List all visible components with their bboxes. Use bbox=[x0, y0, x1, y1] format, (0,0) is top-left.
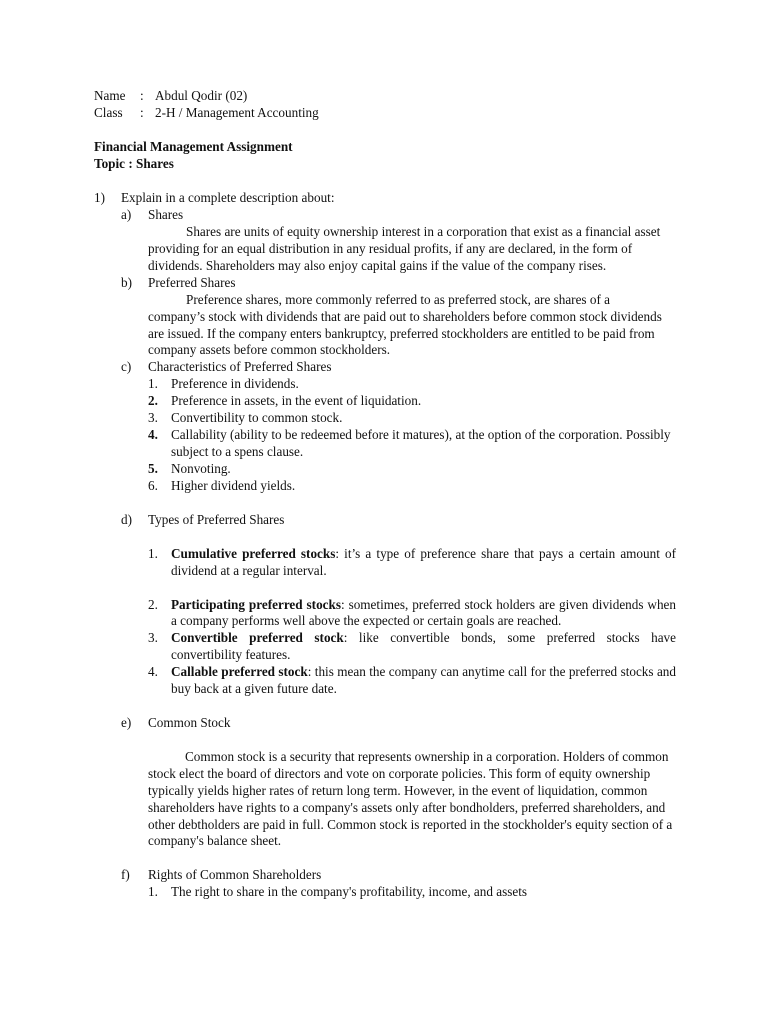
list-item bbox=[0, 427, 676, 461]
section-b-title: Preferred Shares bbox=[148, 274, 236, 290]
name-colon: : bbox=[140, 88, 144, 103]
section-e-body: Common stock is a security that represents ownership in a corporation. Holders of common stock elect the board of directors and vote on corporate policies. This form of equity ownership typically yields higher rates of return long term. However, in the event of liquidation, common shareholders have rights to a company's assets only after bondholders, preferred shareholders, and other debtholders are paid in full. Common stock is reported in the stockholder's equity section of a company's balance sheet. bbox=[148, 748, 673, 849]
list-item bbox=[0, 597, 676, 631]
list-item-term: Cumulative preferred stocks bbox=[171, 545, 336, 561]
list-item bbox=[0, 461, 676, 478]
section-c-heading bbox=[0, 359, 768, 376]
class-value: 2-H / Management Accounting bbox=[155, 105, 319, 120]
section-e-letter: e) bbox=[121, 714, 132, 730]
list-item-number: 5. bbox=[148, 460, 158, 476]
list-item bbox=[0, 376, 676, 393]
list-item-text: Higher dividend yields. bbox=[171, 477, 296, 493]
name-label: Name bbox=[94, 88, 126, 103]
list-item bbox=[0, 546, 676, 580]
list-item-number: 6. bbox=[148, 477, 158, 493]
name-value: Abdul Qodir (02) bbox=[155, 88, 248, 103]
list-item-text: : sometimes, preferred stock holders are given dividends when a company performs well above the expected or certain goals are reached. bbox=[171, 596, 676, 629]
question-number: 1) bbox=[94, 190, 105, 205]
section-a-letter: a) bbox=[121, 207, 132, 222]
class-label: Class bbox=[94, 105, 123, 120]
list-item-number: 1. bbox=[148, 376, 158, 392]
assignment-title: Financial Management Assignment bbox=[94, 139, 293, 154]
list-item-term: Participating preferred stocks bbox=[171, 596, 341, 612]
section-d-letter: d) bbox=[121, 511, 132, 527]
section-b-body: Preference shares, more commonly referred to as preferred stock, are shares of a company’s stock with dividends that are paid out to shareholders before common stock dividends are issued. If the company enters bankruptcy, preferred stockholders are entitled to be paid from company assets before common stockholders. bbox=[148, 291, 662, 358]
class-row bbox=[0, 105, 768, 122]
list-item bbox=[0, 630, 676, 664]
list-item-number: 4. bbox=[148, 427, 158, 443]
section-c-letter: c) bbox=[121, 359, 132, 375]
types-list bbox=[0, 546, 768, 698]
section-f-letter: f) bbox=[121, 867, 130, 883]
section-d-heading bbox=[0, 512, 768, 529]
list-item bbox=[0, 393, 676, 410]
list-item-number: 2. bbox=[148, 393, 158, 409]
list-item-text: The right to share in the company's profitability, income, and assets bbox=[171, 884, 528, 900]
class-colon: : bbox=[140, 105, 144, 120]
list-item bbox=[0, 410, 676, 427]
section-b-heading bbox=[0, 275, 768, 292]
list-item-text: : this mean the company can anytime call for the preferred stocks and buy back at a given future date. bbox=[171, 664, 676, 697]
section-e-title: Common Stock bbox=[148, 714, 231, 730]
list-item bbox=[0, 884, 676, 901]
list-item-number: 4. bbox=[148, 664, 158, 680]
list-item-text: Preference in assets, in the event of liquidation. bbox=[171, 393, 422, 409]
list-item-term: Convertible preferred stock bbox=[171, 630, 344, 646]
list-item-text: Nonvoting. bbox=[171, 460, 231, 476]
characteristics-list bbox=[0, 376, 768, 494]
list-item bbox=[0, 478, 676, 495]
section-a-heading bbox=[0, 207, 768, 224]
list-item-text: Preference in dividends. bbox=[171, 376, 299, 392]
section-e-heading bbox=[0, 715, 768, 732]
list-item bbox=[0, 664, 676, 698]
list-item-number: 2. bbox=[148, 596, 158, 612]
list-item-text: Convertibility to common stock. bbox=[171, 410, 343, 426]
list-item-text: : it’s a type of preference share that pays a certain amount of dividend at a regular interval. bbox=[171, 545, 677, 578]
section-b-letter: b) bbox=[121, 274, 132, 290]
list-item-number: 3. bbox=[148, 630, 158, 646]
list-item-text: Callability (ability to be redeemed before it matures), at the option of the corporation. Possibly subject to a spens clause. bbox=[171, 427, 671, 459]
rights-list bbox=[0, 884, 768, 901]
assignment-title-row bbox=[0, 139, 768, 156]
question-row bbox=[0, 190, 768, 207]
topic-title: Topic : Shares bbox=[94, 156, 174, 171]
topic-row bbox=[0, 156, 768, 173]
list-item-number: 3. bbox=[148, 410, 158, 426]
list-item-text: : like convertible bonds, some preferred stocks have convertibility features. bbox=[171, 630, 677, 663]
section-d-title: Types of Preferred Shares bbox=[148, 511, 285, 527]
section-f-title: Rights of Common Shareholders bbox=[148, 867, 322, 883]
question-text: Explain in a complete description about: bbox=[121, 190, 335, 205]
section-a-title: Shares bbox=[148, 207, 184, 222]
name-row bbox=[0, 88, 768, 105]
section-c-title: Characteristics of Preferred Shares bbox=[148, 359, 332, 375]
list-item-term: Callable preferred stock bbox=[171, 664, 308, 680]
section-a-body: Shares are units of equity ownership interest in a corporation that exist as a financial asset providing for an equal distribution in any residual profits, if any are declared, in the form of dividends. Shareholders may also enjoy capital gains if the value of the company rises. bbox=[148, 224, 661, 273]
list-item-number: 1. bbox=[148, 545, 158, 561]
list-item-number: 1. bbox=[148, 884, 158, 900]
section-f-heading bbox=[0, 867, 768, 884]
